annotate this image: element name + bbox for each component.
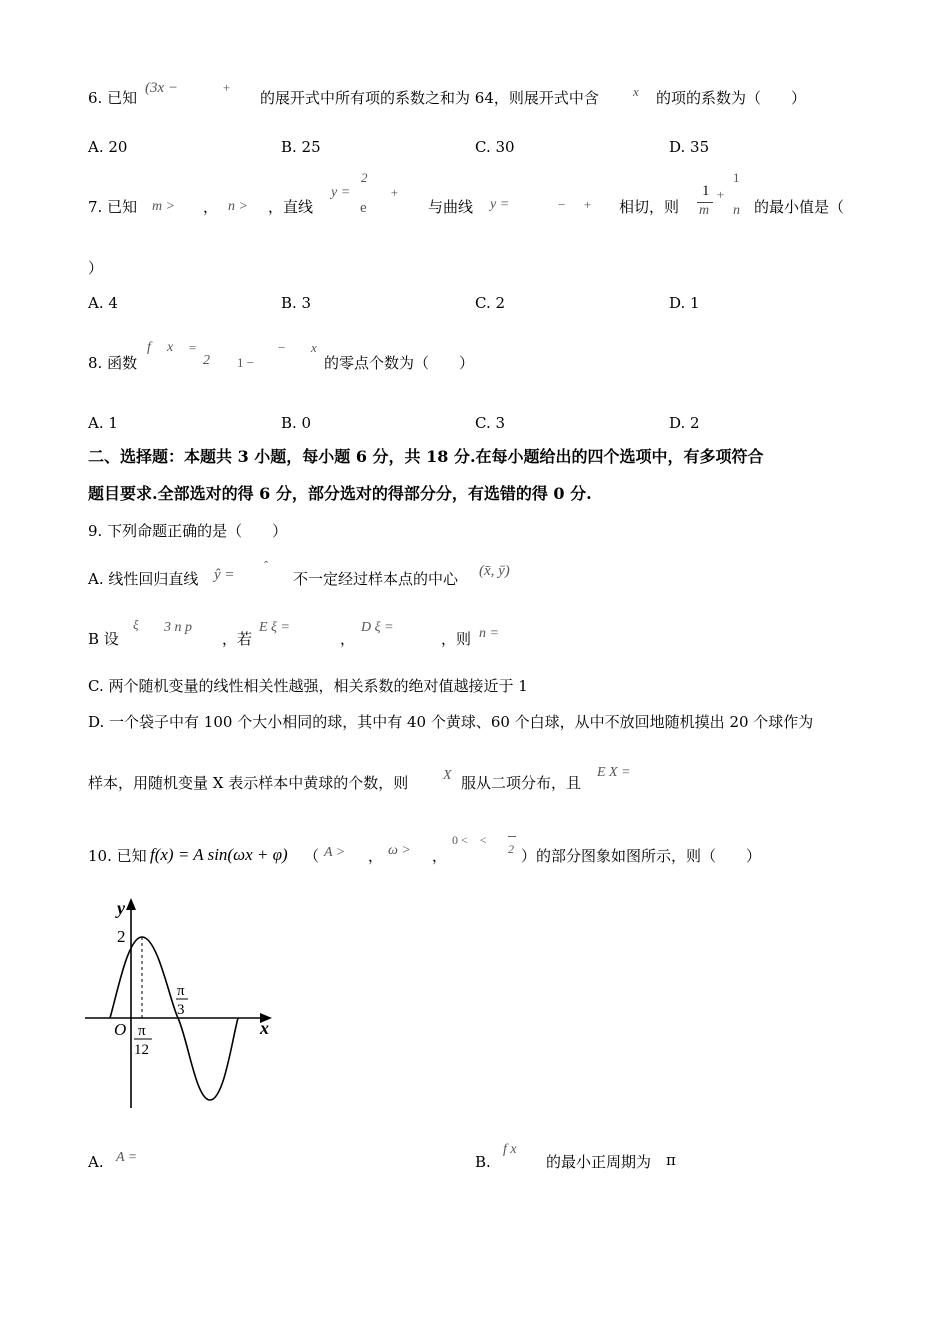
- q7-n-gt: n >: [228, 199, 248, 214]
- q9-b-e: E ξ =: [259, 620, 290, 635]
- q7-comma1: ，: [203, 198, 219, 216]
- q9-b-ruo: ，若: [222, 630, 253, 648]
- origin-label: O: [114, 1020, 127, 1039]
- y-axis-label: y: [117, 898, 125, 918]
- q8-suffix: 的零点个数为（ ）: [324, 354, 475, 372]
- q8-option-c: C. 3: [475, 414, 506, 432]
- q9-b-n: n =: [479, 626, 499, 641]
- q7-suffix: 的最小值是（: [754, 198, 845, 216]
- q7-text-line: ，直线: [268, 198, 314, 216]
- q9-b-d: D ξ =: [361, 620, 394, 635]
- q8-minus: −: [277, 340, 286, 355]
- q10-formula: f(x) = A sin(ωx + φ): [150, 845, 288, 864]
- q10-option-b-f: f x: [503, 1142, 517, 1157]
- q6-plus: +: [222, 80, 231, 95]
- q6-stem: [88, 88, 137, 108]
- q7-option-d: D. 1: [669, 294, 700, 312]
- q6-option-c: C. 30: [475, 138, 515, 156]
- section2-line2: 题目要求.全部选对的得 6 分，部分选对的得部分分，有选错的得 0 分.: [88, 484, 592, 503]
- q6-prefix: 6. 已知: [88, 89, 138, 107]
- section2-line1: 二、选择题：本题共 3 小题，每小题 6 分，共 18 分.在每小题给出的四个选项中，有多项符合: [88, 447, 764, 466]
- q10-option-b-pi: π: [666, 1151, 676, 1169]
- q7-y-eq2: y =: [490, 197, 510, 212]
- q7-option-c: C. 2: [475, 294, 506, 312]
- q7-text-curve: 与曲线: [428, 198, 474, 216]
- q8-option-d: D. 2: [669, 414, 700, 432]
- q6-expr: (3x −: [145, 80, 179, 96]
- q8-option-b: B. 0: [281, 414, 312, 432]
- q7-prefix: 7. 已知: [88, 198, 138, 216]
- q7-plus2: +: [583, 197, 592, 212]
- q10-option-b-text: 的最小正周期为: [546, 1153, 652, 1171]
- q8-eq: =: [188, 340, 197, 355]
- q8-one: 1 −: [237, 355, 255, 370]
- q9-d-ex: E X =: [597, 765, 631, 780]
- q6-option-a: A. 20: [88, 138, 128, 156]
- q9-a-hat: ˆ: [263, 558, 268, 573]
- max-value-label: 2: [117, 927, 126, 946]
- q9-d-x: X: [443, 768, 452, 783]
- q7-m-gt: m >: [152, 199, 176, 214]
- q6-var: x: [633, 84, 639, 99]
- q6-option-d: D. 35: [669, 138, 710, 156]
- q9-d-line2b: 服从二项分布，且: [461, 774, 582, 792]
- q8-xv: x: [311, 340, 317, 355]
- q7-option-a: A. 4: [88, 294, 118, 312]
- q7-frag-1: 1: [733, 170, 740, 185]
- q9-a-text: 不一定经过样本点的中心: [293, 570, 459, 588]
- q9-b-dist: 3 n p: [164, 620, 192, 635]
- q10-option-a-label: A.: [88, 1153, 104, 1171]
- q9-a-prefix: A. 线性回归直线: [88, 570, 199, 588]
- q7-frag-2: 2: [361, 170, 368, 185]
- q10-comma: ，: [368, 847, 384, 865]
- q9-b-comma: ，: [340, 630, 356, 648]
- q8-half: 2: [203, 353, 210, 368]
- q9-b-xi: ξ: [133, 617, 139, 632]
- q10-a-gt: A >: [324, 845, 346, 860]
- q8-x: x: [167, 340, 174, 355]
- q10-prefix: 10. 已知: [88, 847, 147, 865]
- q6-suffix: 的项的系数为（ ）: [656, 89, 807, 107]
- q8-option-a: A. 1: [88, 414, 118, 432]
- pi-third-den: 3: [177, 1002, 185, 1018]
- q7-frac-num: 1: [702, 183, 710, 199]
- q10-option-b-label: B.: [475, 1153, 491, 1171]
- q9-a-center: (x̄, ȳ): [479, 563, 510, 579]
- q7-plus: +: [390, 185, 399, 200]
- q10-w-gt: ω >: [388, 843, 411, 858]
- pi-twelfth-den: 12: [134, 1042, 149, 1058]
- q9-b-prefix: B 设: [88, 630, 119, 648]
- y-axis-arrow: [126, 898, 136, 910]
- q9-title: 9. 下列命题正确的是（ ）: [88, 522, 288, 540]
- q7-e: e: [360, 200, 367, 216]
- q6-option-b: B. 25: [281, 138, 321, 156]
- q10-paren-open: （: [304, 847, 320, 865]
- q9-d-line2: 样本，用随机变量 X 表示样本中黄球的个数，则: [88, 774, 409, 792]
- q7-frac-plus: +: [716, 187, 725, 202]
- q10-graph: [80, 890, 280, 1115]
- q10-comma2: ，: [432, 847, 448, 865]
- q9-b-ze: ，则: [441, 630, 472, 648]
- q7-frac-den: m: [699, 203, 710, 218]
- q10-pi-half-bar: [508, 836, 516, 837]
- q10-pi-over-2: 2: [508, 842, 514, 856]
- q8-prefix: 8. 函数: [88, 354, 138, 372]
- x-axis-label: x: [260, 1018, 269, 1038]
- q10-option-a-math: A =: [116, 1150, 138, 1165]
- q6-text: 的展开式中所有项的系数之和为 64，则展开式中含: [260, 89, 599, 107]
- q9-c: C. 两个随机变量的线性相关性越强，相关系数的绝对值越接近于 1: [88, 677, 528, 695]
- q8-f: f: [147, 340, 151, 355]
- q7-y-eq: y =: [331, 185, 351, 200]
- q9-d-line1: D. 一个袋子中有 100 个大小相同的球，其中有 40 个黄球、60 个白球，从中不放回地随机摸出 20 个球作为: [88, 713, 814, 731]
- q7-minus: −: [557, 197, 566, 212]
- q10-phi-range: 0 < <: [452, 833, 487, 847]
- q10-suffix: ）的部分图象如图所示，则（ ）: [521, 847, 762, 865]
- pi-twelfth-num: π: [138, 1023, 146, 1039]
- q7-cont: ）: [88, 259, 104, 277]
- pi-third-num: π: [177, 983, 185, 999]
- q9-a-yhat: ŷ =: [214, 567, 235, 583]
- q7-n-var: n: [733, 203, 740, 218]
- q7-option-b: B. 3: [281, 294, 312, 312]
- q7-text-tangent: 相切，则: [619, 198, 680, 216]
